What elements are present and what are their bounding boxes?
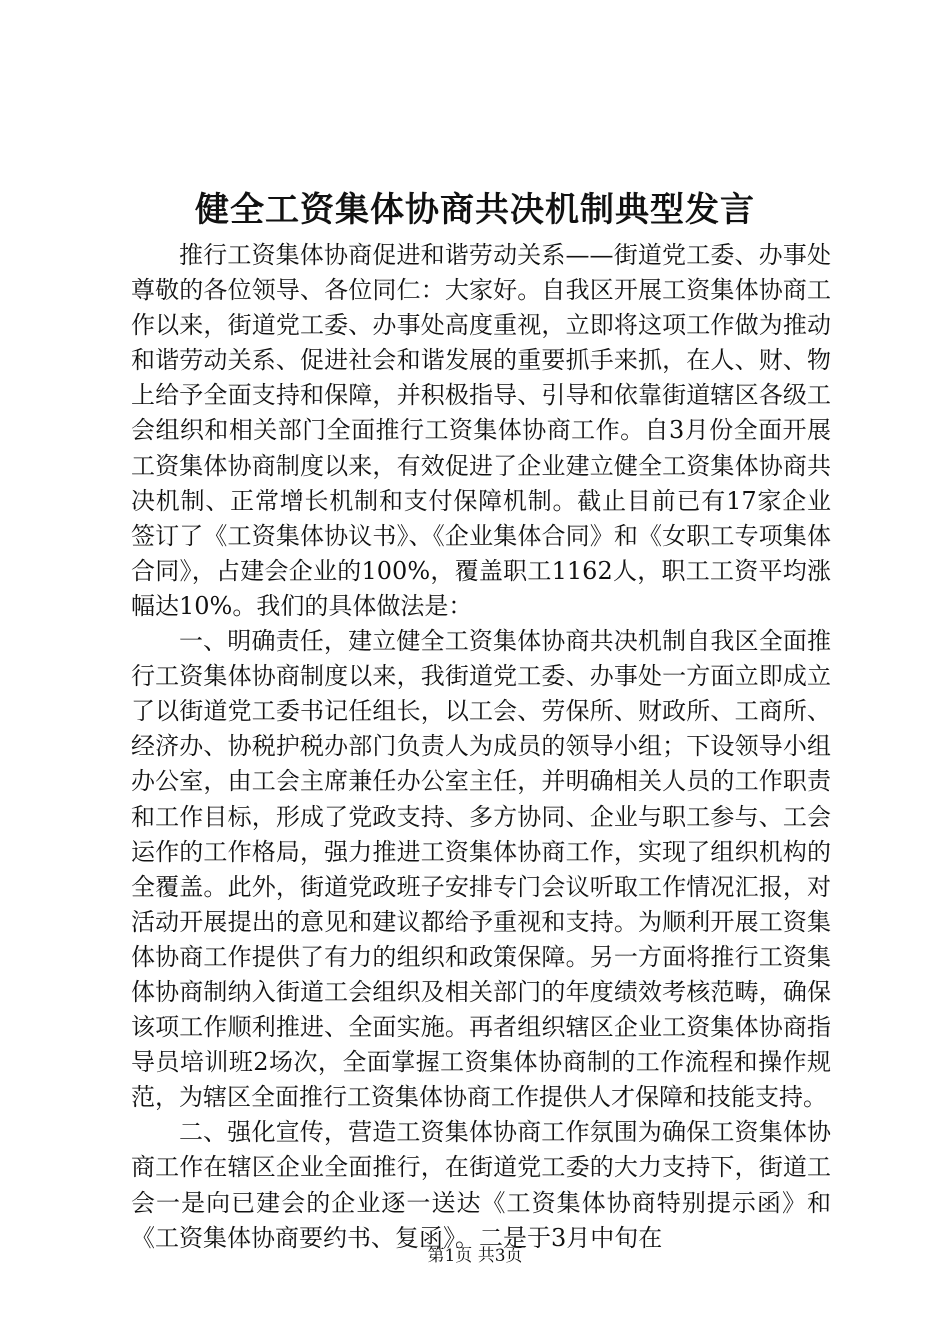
- document-title: 健全工资集体协商共决机制典型发言: [195, 190, 755, 230]
- paragraph-section-two: 二、强化宣传，营造工资集体协商工作氛围为确保工资集体协商工作在辖区企业全面推行，在街道党工委的大力支持下，街道工会一是向已建会的企业逐一送达《工资集体协商特别提示函》和《工资集体协商要约书、复函》。二是于3月中旬在: [131, 1118, 831, 1252]
- paragraph-intro: 推行工资集体协商促进和谐劳动关系——街道党工委、办事处尊敬的各位领导、各位同仁：大家好。自我区开展工资集体协商工作以来，街道党工委、办事处高度重视，立即将这项工作做为推动和谐劳动关系、促进社会和谐发展的重要抓手来抓，在人、财、物上给予全面支持和保障，并积极指导、引导和依靠街道辖区各级工会组织和相关部门全面推行工资集体协商工作。自3月份全面开展工资集体协商制度以来，有效促进了企业建立健全工资集体协商共决机制、正常增长机制和支付保障机制。截止目前已有17家企业签订了《工资集体协议书》、《企业集体合同》和《女职工专项集体合同》，占建会企业的100%，覆盖职工1162人，职工工资平均涨幅达10%。我们的具体做法是：: [131, 241, 831, 620]
- document-body: [131, 238, 831, 1256]
- page-number-footer: 第1页 共3页: [427, 1246, 523, 1266]
- paragraph-section-one: 一、明确责任，建立健全工资集体协商共决机制自我区全面推行工资集体协商制度以来，我街道党工委、办事处一方面立即成立了以街道党工委书记任组长，以工会、劳保所、财政所、工商所、经济办、协税护税办部门负责人为成员的领导小组；下设领导小组办公室，由工会主席兼任办公室主任，并明确相关人员的工作职责和工作目标，形成了党政支持、多方协同、企业与职工参与、工会运作的工作格局，强力推进工资集体协商工作，实现了组织机构的全覆盖。此外，街道党政班子安排专门会议听取工作情况汇报，对活动开展提出的意见和建议都给予重视和支持。为顺利开展工资集体协商工作提供了有力的组织和政策保障。另一方面将推行工资集体协商制纳入街道工会组织及相关部门的年度绩效考核范畴，确保该项工作顺利推进、全面实施。再者组织辖区企业工资集体协商指导员培训班2场次，全面掌握工资集体协商制的工作流程和操作规范，为辖区全面推行工资集体协商工作提供人才保障和技能支持。: [131, 627, 831, 1112]
